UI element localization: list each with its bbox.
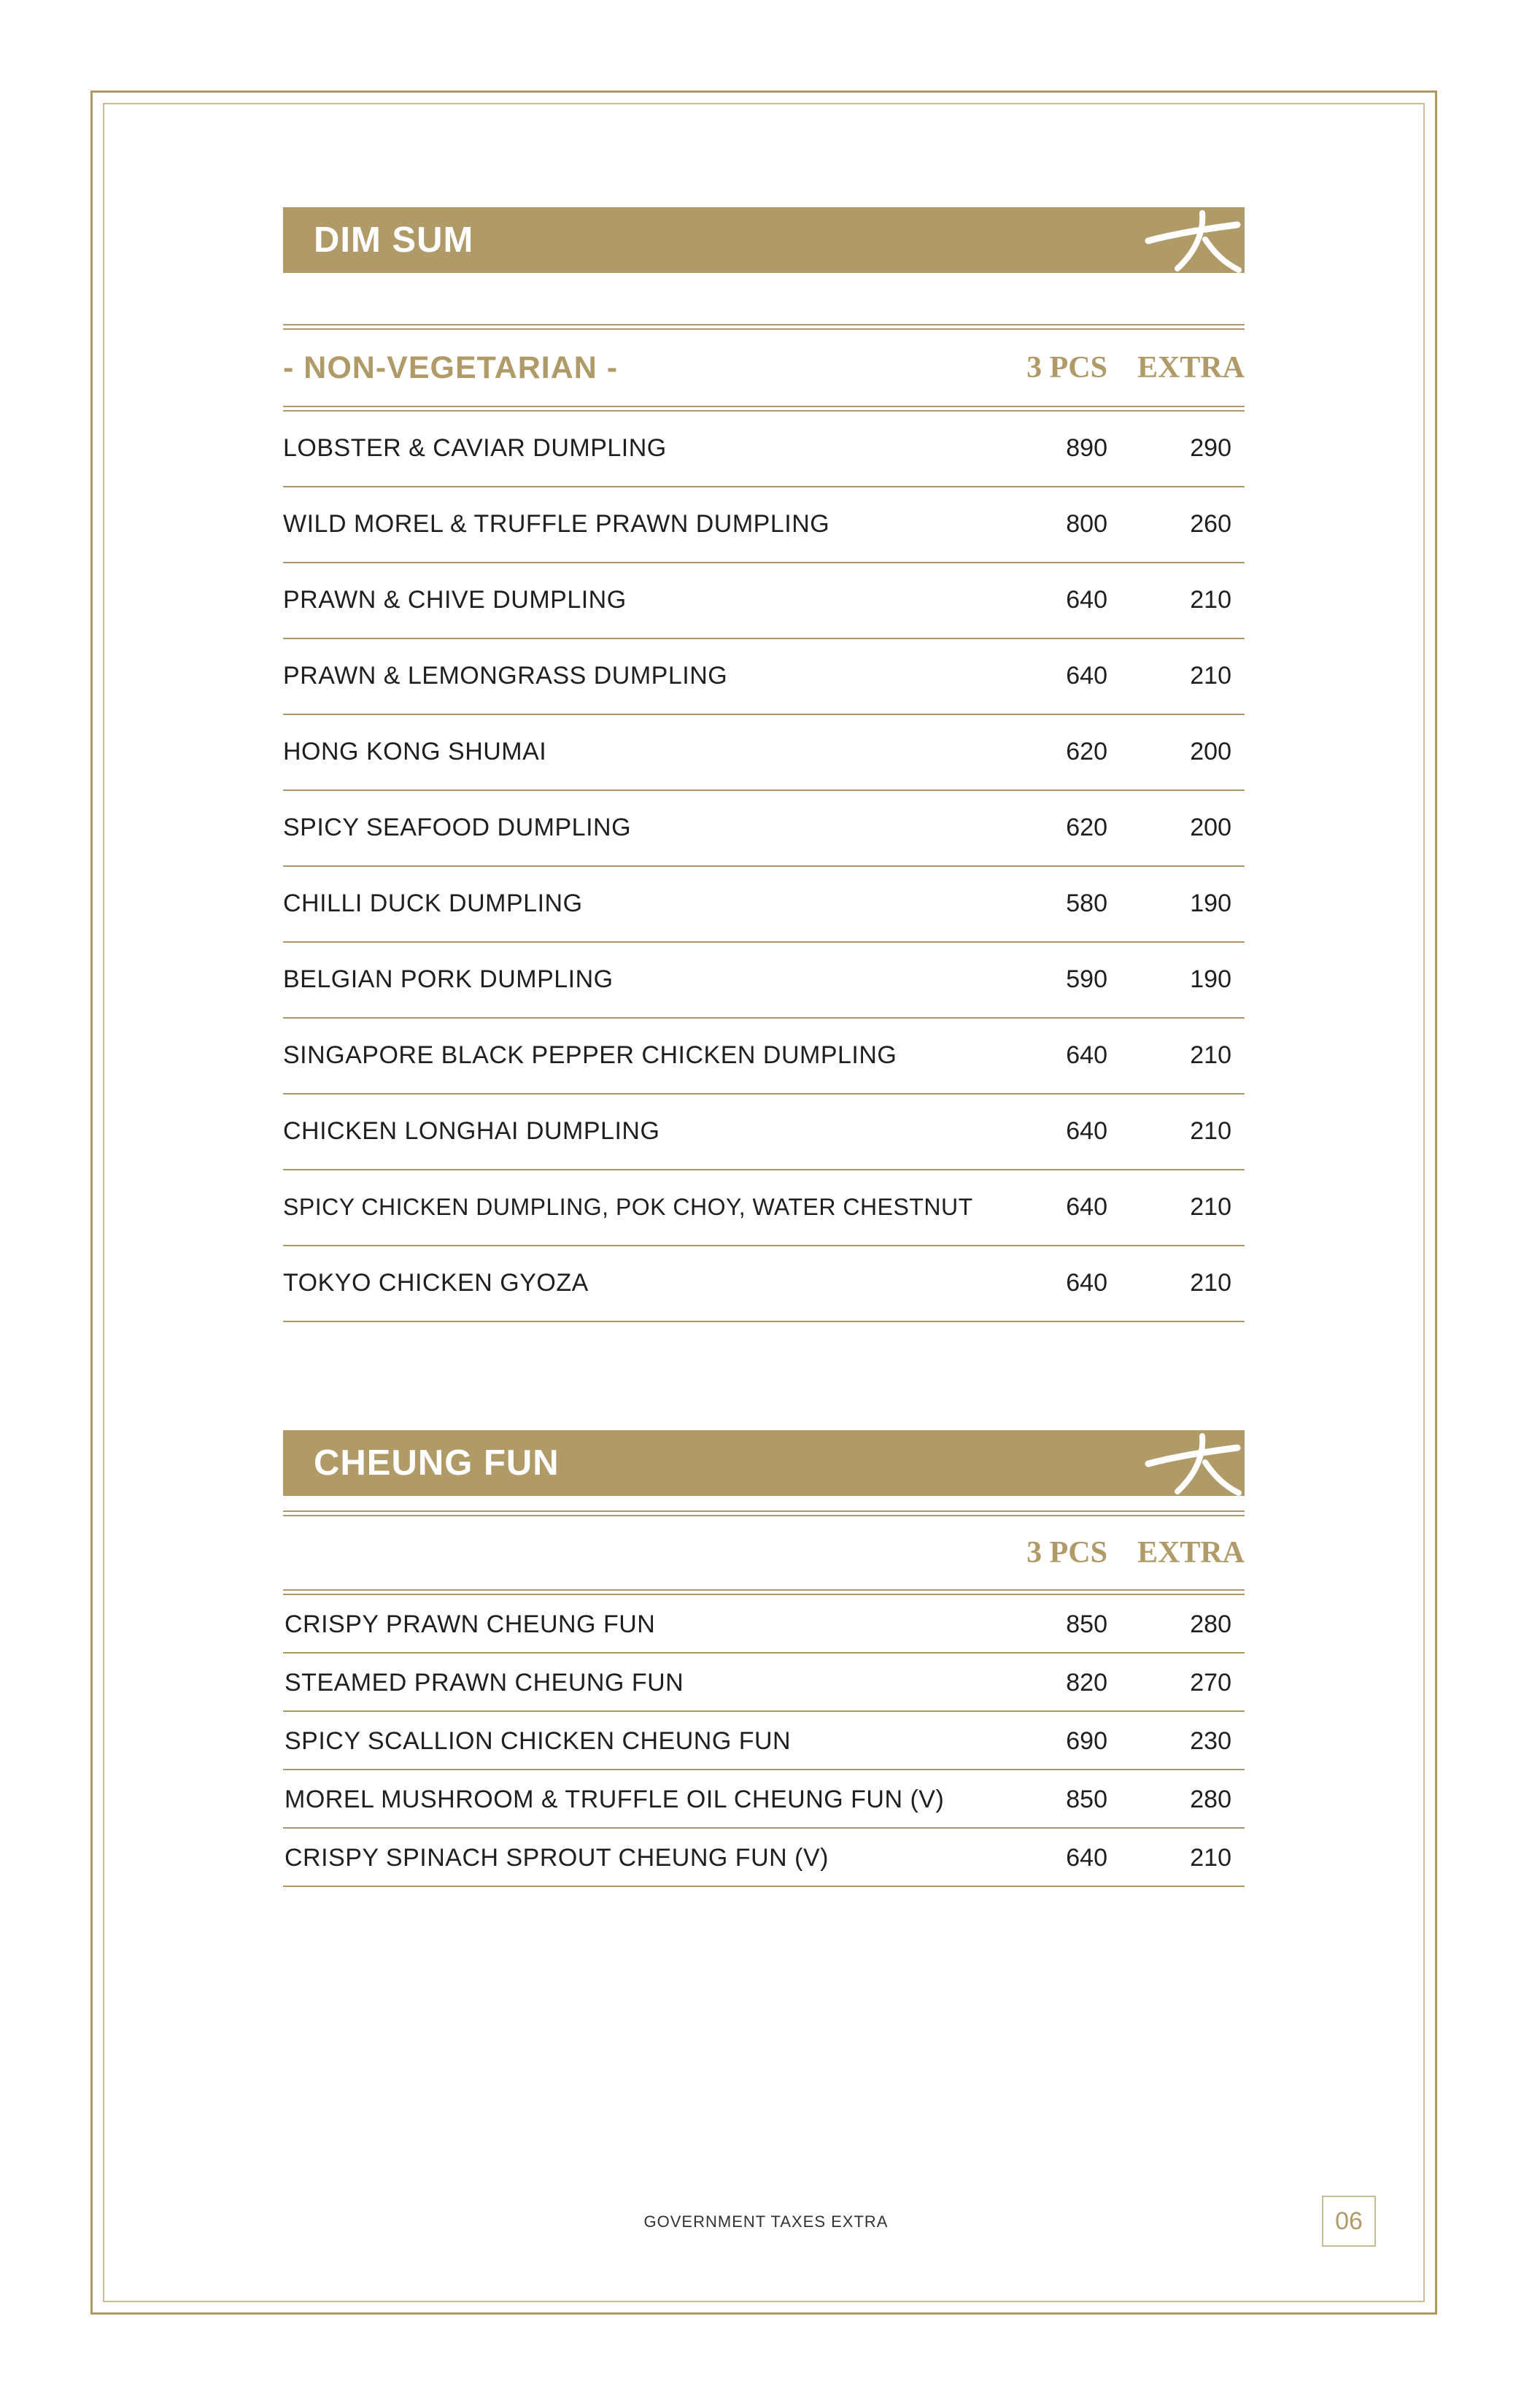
menu-item xyxy=(283,943,1245,1019)
item-price-3pcs: 590 xyxy=(1066,965,1107,993)
item-price-extra: 190 xyxy=(1190,890,1231,917)
cheung-fun-column-header xyxy=(283,1516,1245,1589)
item-name: CHILLI DUCK DUMPLING xyxy=(283,890,583,917)
item-price-3pcs: 640 xyxy=(1066,586,1107,614)
taxes-note: GOVERNMENT TAXES EXTRA xyxy=(643,2212,889,2231)
item-price-3pcs: 850 xyxy=(1066,1610,1107,1638)
column-3pcs: 3 PCS xyxy=(1026,351,1107,385)
item-price-extra: 260 xyxy=(1190,510,1231,538)
item-price-extra: 210 xyxy=(1190,662,1231,690)
dim-sum-list xyxy=(283,412,1245,1322)
dim-sum-section xyxy=(283,207,1245,1322)
item-name: BELGIAN PORK DUMPLING xyxy=(283,965,614,993)
column-extra: EXTRA xyxy=(1137,1536,1245,1570)
item-price-3pcs: 640 xyxy=(1066,1844,1107,1872)
item-price-3pcs: 640 xyxy=(1066,1117,1107,1145)
item-name: CHICKEN LONGHAI DUMPLING xyxy=(283,1117,660,1145)
item-price-3pcs: 620 xyxy=(1066,814,1107,841)
item-price-3pcs: 620 xyxy=(1066,738,1107,765)
item-price-3pcs: 800 xyxy=(1066,510,1107,538)
menu-item xyxy=(283,1712,1245,1770)
menu-item xyxy=(283,1170,1245,1246)
item-price-3pcs: 640 xyxy=(1066,662,1107,690)
item-name: MOREL MUSHROOM & TRUFFLE OIL CHEUNG FUN (V) xyxy=(285,1786,945,1813)
menu-item xyxy=(283,412,1245,487)
menu-item xyxy=(283,791,1245,867)
item-name: HONG KONG SHUMAI xyxy=(283,738,547,765)
item-price-extra: 280 xyxy=(1190,1786,1231,1813)
menu-item xyxy=(283,715,1245,791)
item-price-extra: 200 xyxy=(1190,738,1231,765)
menu-item xyxy=(283,1770,1245,1829)
item-price-3pcs: 820 xyxy=(1066,1669,1107,1697)
menu-item xyxy=(283,1019,1245,1095)
brand-glyph-icon xyxy=(1135,207,1245,273)
item-name: STEAMED PRAWN CHEUNG FUN xyxy=(285,1669,684,1697)
menu-item xyxy=(283,1595,1245,1653)
menu-item xyxy=(283,563,1245,639)
dim-sum-banner xyxy=(283,207,1245,273)
item-price-extra: 210 xyxy=(1190,1041,1231,1069)
item-name: PRAWN & LEMONGRASS DUMPLING xyxy=(283,662,728,690)
item-price-extra: 270 xyxy=(1190,1669,1231,1697)
menu-item xyxy=(283,1095,1245,1170)
item-name: LOBSTER & CAVIAR DUMPLING xyxy=(283,434,667,462)
item-price-3pcs: 580 xyxy=(1066,890,1107,917)
item-name: SPICY SCALLION CHICKEN CHEUNG FUN xyxy=(285,1727,792,1755)
item-name: CRISPY SPINACH SPROUT CHEUNG FUN (V) xyxy=(285,1844,829,1872)
category-label: - NON-VEGETARIAN - xyxy=(283,350,619,385)
dim-sum-title: DIM SUM xyxy=(314,220,474,260)
cheung-fun-list xyxy=(283,1595,1245,1887)
item-price-3pcs: 640 xyxy=(1066,1041,1107,1069)
page-number: 06 xyxy=(1322,2196,1376,2247)
header-rule-bottom xyxy=(283,406,1245,412)
item-name: WILD MOREL & TRUFFLE PRAWN DUMPLING xyxy=(283,510,830,538)
item-price-extra: 210 xyxy=(1190,1193,1231,1221)
item-price-3pcs: 640 xyxy=(1066,1193,1107,1221)
item-price-3pcs: 850 xyxy=(1066,1786,1107,1813)
header-rule-top xyxy=(283,1510,1245,1516)
item-price-extra: 280 xyxy=(1190,1610,1231,1638)
menu-item xyxy=(283,1653,1245,1712)
item-name: TOKYO CHICKEN GYOZA xyxy=(283,1269,589,1297)
menu-item xyxy=(283,867,1245,943)
item-price-3pcs: 640 xyxy=(1066,1269,1107,1297)
column-3pcs: 3 PCS xyxy=(1026,1536,1107,1570)
item-price-3pcs: 890 xyxy=(1066,434,1107,462)
item-name: SPICY SEAFOOD DUMPLING xyxy=(283,814,632,841)
item-price-3pcs: 690 xyxy=(1066,1727,1107,1755)
dim-sum-column-header xyxy=(283,330,1245,406)
item-name: SPICY CHICKEN DUMPLING, POK CHOY, WATER CHESTNUT xyxy=(283,1194,973,1220)
item-name: SINGAPORE BLACK PEPPER CHICKEN DUMPLING xyxy=(283,1041,897,1069)
item-price-extra: 210 xyxy=(1190,586,1231,614)
menu-item xyxy=(283,487,1245,563)
column-extra: EXTRA xyxy=(1137,351,1245,385)
menu-item xyxy=(283,1246,1245,1322)
cheung-fun-section xyxy=(283,1430,1245,1887)
menu-item xyxy=(283,639,1245,715)
item-name: PRAWN & CHIVE DUMPLING xyxy=(283,586,627,614)
item-price-extra: 210 xyxy=(1190,1269,1231,1297)
item-price-extra: 230 xyxy=(1190,1727,1231,1755)
header-rule-top xyxy=(283,324,1245,330)
item-price-extra: 190 xyxy=(1190,965,1231,993)
menu-item xyxy=(283,1829,1245,1887)
item-price-extra: 200 xyxy=(1190,814,1231,841)
cheung-fun-title: CHEUNG FUN xyxy=(314,1443,560,1483)
brand-glyph-icon xyxy=(1135,1430,1245,1496)
header-rule-bottom xyxy=(283,1589,1245,1595)
item-price-extra: 210 xyxy=(1190,1117,1231,1145)
cheung-fun-banner xyxy=(283,1430,1245,1496)
item-name: CRISPY PRAWN CHEUNG FUN xyxy=(285,1610,656,1638)
item-price-extra: 210 xyxy=(1190,1844,1231,1872)
item-price-extra: 290 xyxy=(1190,434,1231,462)
